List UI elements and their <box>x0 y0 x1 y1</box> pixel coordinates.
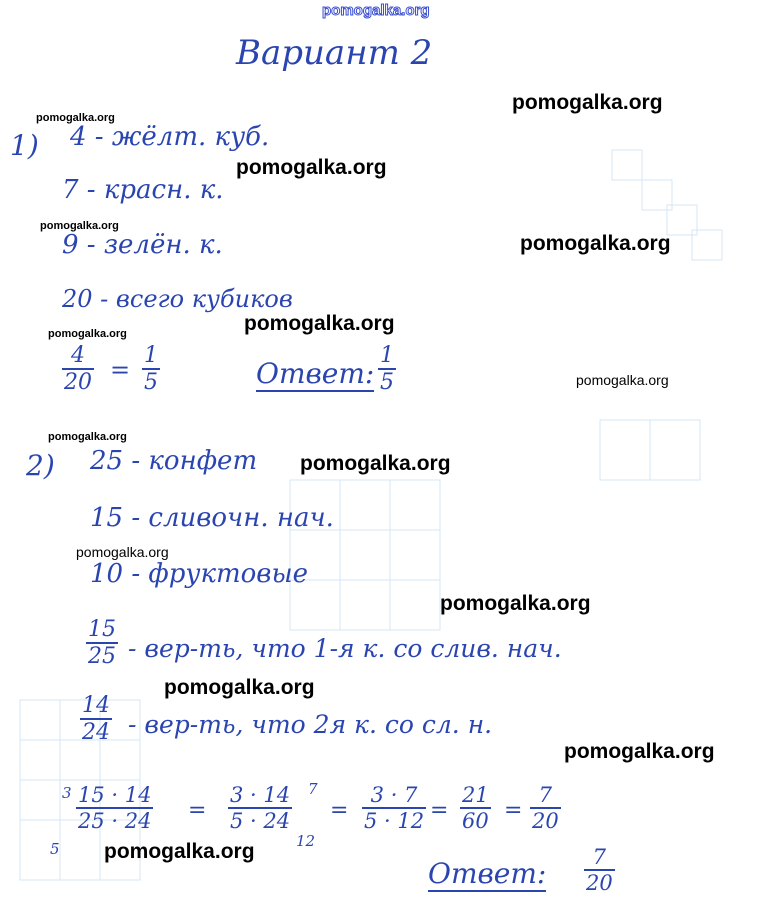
reduction-note: 7 <box>308 780 318 798</box>
fraction-numerator: 15 <box>88 617 116 642</box>
fraction-denominator: 60 <box>462 809 489 834</box>
fraction-denominator: 25 · 24 <box>78 809 152 834</box>
watermark: pomogalka.org <box>512 91 663 114</box>
watermark: pomogalka.org <box>300 452 451 475</box>
fraction-numerator: 21 <box>462 783 489 807</box>
watermark: pomogalka.org <box>104 840 255 863</box>
calc-fraction-2 <box>228 784 292 832</box>
reduction-note: 12 <box>296 832 316 850</box>
fraction-numerator: 7 <box>592 845 607 869</box>
watermark: pomogalka.org <box>48 431 127 443</box>
task-1-number: 1) <box>10 129 39 162</box>
task-2-prob-1-text: - вер-ть, что 1-я к. со слив. нач. <box>128 634 562 663</box>
task-1-fraction-right <box>142 344 160 394</box>
calc-fraction-4 <box>460 784 491 832</box>
fraction-denominator: 5 <box>144 370 158 396</box>
task-2-prob-1-fraction <box>86 618 118 668</box>
equals-sign: = <box>504 798 523 823</box>
watermark: pomogalka.org <box>440 592 591 615</box>
task-1-line: 7 - красн. к. <box>62 175 224 205</box>
watermark: pomogalka.org <box>564 740 715 763</box>
watermark-top: pomogalka.org <box>322 2 430 19</box>
fraction-numerator: 3 · 7 <box>370 783 418 807</box>
watermark: pomogalka.org <box>40 220 119 232</box>
watermark: pomogalka.org <box>520 232 671 255</box>
calc-fraction-1 <box>76 784 153 832</box>
fraction-numerator: 4 <box>71 343 85 368</box>
equals-sign: = <box>330 798 349 823</box>
task-2-prob-2-text: - вер-ть, что 2я к. со сл. н. <box>128 710 493 739</box>
fraction-numerator: 1 <box>380 343 394 368</box>
equals-sign: = <box>430 798 449 823</box>
task-1-line: 4 - жёлт. куб. <box>70 122 270 152</box>
equals-sign: = <box>110 356 131 384</box>
task-1-fraction-left <box>62 344 94 394</box>
fraction-denominator: 20 <box>64 370 92 396</box>
task-1-line: 20 - всего кубиков <box>62 285 293 313</box>
task-2-line: 10 - фруктовые <box>90 559 309 589</box>
watermark: pomogalka.org <box>36 112 115 124</box>
calc-fraction-3 <box>362 784 426 832</box>
fraction-numerator: 7 <box>538 783 553 807</box>
reduction-note-top: 3 <box>62 784 72 802</box>
fraction-denominator: 20 <box>532 809 559 834</box>
fraction-numerator: 3 · 14 <box>230 783 291 807</box>
page-title: Вариант 2 <box>236 33 433 73</box>
reduction-note-bottom: 5 <box>50 840 60 858</box>
calc-fraction-5 <box>530 784 561 832</box>
task-2-number: 2) <box>26 449 55 482</box>
watermark: pomogalka.org <box>244 312 395 335</box>
fraction-denominator: 5 <box>380 370 394 396</box>
fraction-denominator: 20 <box>586 871 613 896</box>
task-2-answer <box>584 846 615 894</box>
task-1-line: 9 - зелён. к. <box>62 230 223 260</box>
fraction-denominator: 5 · 24 <box>230 809 291 834</box>
task-2-answer-label: Ответ: <box>428 857 547 890</box>
task-2-line: 15 - сливочн. нач. <box>90 503 334 533</box>
watermark: pomogalka.org <box>576 372 669 388</box>
task-2-line: 25 - конфет <box>90 446 258 476</box>
watermark: pomogalka.org <box>164 676 315 699</box>
fraction-numerator: 1 <box>144 343 158 368</box>
equals-sign: = <box>188 798 207 823</box>
watermark: pomogalka.org <box>76 544 169 560</box>
task-1-answer <box>378 344 396 394</box>
fraction-denominator: 5 · 12 <box>364 809 425 834</box>
fraction-numerator: 15 · 14 <box>78 783 152 807</box>
task-2-prob-2-fraction <box>80 694 112 744</box>
watermark: pomogalka.org <box>48 328 127 340</box>
task-1-answer-label: Ответ: <box>256 357 375 390</box>
fraction-denominator: 24 <box>82 720 110 746</box>
watermark: pomogalka.org <box>236 156 387 179</box>
fraction-denominator: 25 <box>88 644 116 670</box>
fraction-numerator: 14 <box>82 693 110 718</box>
